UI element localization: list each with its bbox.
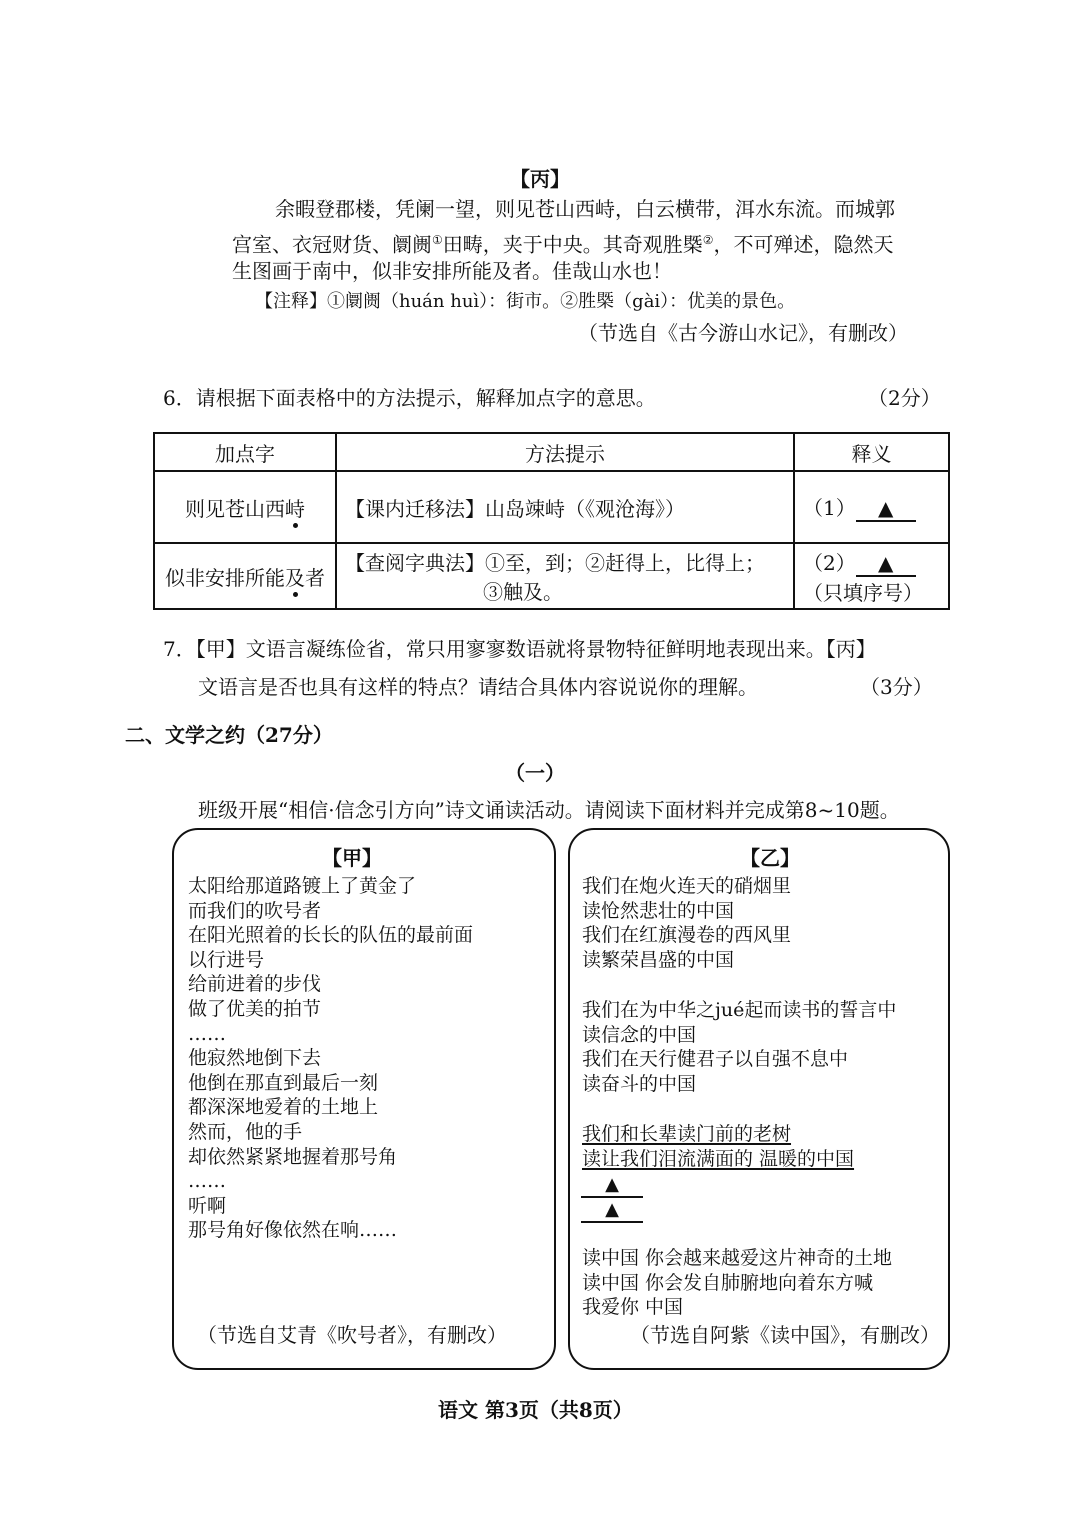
section2-intro: 班级开展“相信·信念引方向”诗文诵读活动。请阅读下面材料并完成第8~10题。 [198, 798, 900, 822]
bing-heading: 【丙】 [510, 167, 570, 191]
yi-stanza-4: 读中国 你会越来越爱这片神奇的土地 读中国 你会发自肺腑地向着东方喊 我爱你 中国 [582, 1247, 893, 1319]
section2-heading: 二、文学之约（27分） [125, 723, 333, 747]
q7-line-2: 文语言是否也具有这样的特点？请结合具体内容说说你的理解。 [198, 675, 758, 699]
row2-word: 似非安排所能及者 [154, 543, 336, 609]
row1-word: 则见苍山西峙 [154, 471, 336, 543]
row2-answer: （2） ▲ （只填序号） [794, 543, 949, 609]
answer-blank[interactable]: ▲ [856, 496, 916, 522]
answer-blank[interactable]: ▲ [856, 551, 916, 577]
page-footer: 语文 第3页（共8页） [438, 1398, 633, 1422]
q6-stem: 6．请根据下面表格中的方法提示，解释加点字的意思。 [163, 386, 656, 410]
q7-score: （3分） [860, 675, 933, 699]
row1-answer: （1） ▲ [794, 471, 949, 543]
yi-blank-2[interactable]: ▲ [581, 1199, 643, 1223]
q6-score: （2分） [868, 386, 941, 410]
bing-line-2: 宫室、衣冠财货、阛阓①田畴，夹于中央。其奇观胜槩②，不可殚述，隐然天 [232, 232, 894, 257]
header-word: 加点字 [154, 433, 336, 471]
header-method: 方法提示 [336, 433, 794, 471]
row2-method: 【查阅字典法】①至，到；②赶得上，比得上； ③触及。 [336, 543, 794, 609]
yi-stanza-3: 我们和长辈读门前的老树 读让我们泪流满面的 温暖的中国 [582, 1123, 855, 1170]
bing-line-1: 余暇登郡楼，凭阑一望，则见苍山西峙，白云横带，洱水东流。而城郭 [275, 197, 895, 221]
bing-note: 【注释】①阛阓（huán huì）：街市。②胜槩（gài）：优美的景色。 [255, 291, 796, 312]
yi-stanza-2: 我们在为中华之jué起而读书的誓言中 读信念的中国 我们在天行健君子以自强不息中 读奋斗的中国 [582, 999, 897, 1095]
bing-line-3: 生图画于南中，似非安排所能及者。佳哉山水也！ [232, 259, 672, 283]
yi-source: （节选自阿紫《读中国》，有删改） [630, 1323, 940, 1347]
section2-sub: （一） [505, 761, 565, 785]
yi-blank-1[interactable]: ▲ [581, 1174, 643, 1198]
row1-method: 【课内迁移法】山岛竦峙（《观沧海》） [336, 471, 794, 543]
header-meaning: 释义 [794, 433, 949, 471]
jia-source: （节选自艾青《吹号者》，有删改） [197, 1323, 507, 1347]
q7-line-1: 7．【甲】文语言凝练俭省，常只用寥寥数语就将景物特征鲜明地表现出来。【丙】 [163, 637, 876, 661]
yi-stanza-1: 我们在炮火连天的硝烟里 读怆然悲壮的中国 我们在红旗漫卷的西风里 读繁荣昌盛的中国 [582, 875, 792, 971]
jia-heading: 【甲】 [322, 846, 382, 870]
q6-table [153, 432, 950, 610]
yi-heading: 【乙】 [740, 846, 800, 870]
bing-source: （节选自《古今游山水记》，有删改） [578, 321, 908, 345]
jia-poem: 太阳给那道路镀上了黄金了 而我们的吹号者 在阳光照着的长长的队伍的最前面 以行进号 给前进着的步伐 做了优美的拍节 …… 他寂然地倒下去 他倒在那直到最后一刻 都深深地爱着的土地上 然而，他的手 却依然紧紧地握着那号角 …… 听啊 那号角好像依然在响…… [188, 875, 474, 1242]
